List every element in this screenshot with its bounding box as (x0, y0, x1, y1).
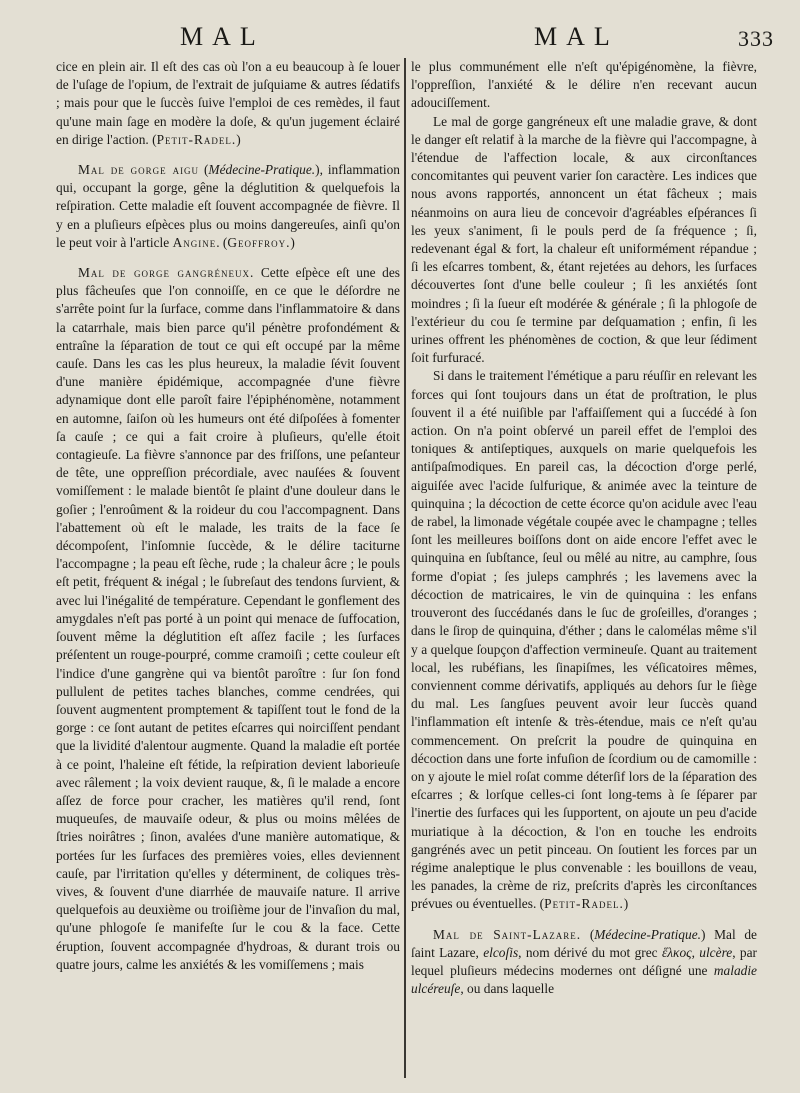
paragraph-text: Si dans le traitement l'émétique a paru réuſſir en relevant les forces qui ſont toujours dans un état de proſtration, le plus ſouvent il a été nuiſible par l'affaiſſement qui a ſuccédé à ſon action. On n'a point obſervé un pareil effet de l'emploi des toniques & antiſeptiques, auxquels on marie quelquefois les antiſpaſmodiques. En pareil cas, la décoction d'orge perlé, aiguiſée avec l'acide ſulfurique, & animée avec la teinture de quinquina ; la décoction de cette écorce qu'on acidule avec l'eau de rabel, la limonade végétale coupée avec le champagne ; telles ſont les meilleures boiſſons dont on aide encore l'effet avec le quinquina en ſubſtance, ſeul ou mêlé au nitre, au camphre, ſous forme d'opiat ; ſes juleps camphrés ; les lavemens avec la décoction de matricaires, le vin de quinquina : les enfans trouveront des ſuccédanés dans le ſuc de groſeilles, d'oranges ; dans le ſirop de quinquina, d'éther ; dans le calomélas même s'il y a quelque ſoupçon d'affection vermineuſe. Quant au traitement local, les rubéfians, les ſinapiſmes, les véſicatoires mêmes, conviennent comme dérivatifs, appliqués au dehors ſur le ſiège du mal. Les ſangſues peuvent avoir leur ſuccès quand l'inflammation eſt intenſe & très-étendue, mais ce n'eſt qu'au commencement. On preſcrit la poudre de quinquina en décoction dans une forte infuſion de ſcordium ou de camomille : on y ajoute le miel roſat comme déterſif lors de la ſéparation des eſcarres ; & lorſque celles-ci ſont long-tems à ſe ſéparer par l'inertie des ſurfaces qui les ſupportent, on ajoute un peu d'acide muriatique à la décoction, & l'on en touche les endroits gangrénés avec un petit pinceau. On ſoutient les forces par un régime analeptique le plus convenable : les bouillons de veau, les panades, la crème de riz, preſcrits d'après les circonſtances prévues ou éventuelles. ( (411, 368, 757, 912)
entry-headword: Mal de gorge gangréneux. (78, 265, 255, 281)
paragraph-text: , par lequel pluſieurs médecins modernes ont déſigné une (411, 944, 757, 978)
paragraph-text: cice en plein air. Il eſt des cas où l'on a eu beaucoup à ſe louer de l'uſage de l'opium, de l'extrait de juſquiame & autres ſédatifs ; mais pour que le ſuccès ſuive l'emploi de ces remèdes, il faut qu'une main ſage en modère la doſe, & qu'un jugement éclairé en dirige l'action. ( (56, 59, 400, 147)
cross-reference: Angine (172, 234, 217, 250)
left-column (56, 58, 400, 1088)
header-right-word: MAL (534, 22, 619, 51)
term: ulcère (699, 944, 733, 960)
page-number: 333 (738, 26, 774, 51)
paragraph-text: , nom dérivé du mot grec (518, 944, 662, 960)
paragraph-text: Cette eſpèce eſt une des plus fâcheuſes que l'on connoiſſe, en ce que le déſordre ne s'arrête point ſur la ſurface, comme dans l'inflammatoire & dans la catarrhale, mais bien parce qu'il pénètre profondément & entraîne la ſéparation de tout ce qui eſt occupé par la même cauſe. Dans les cas les plus heureux, la maladie ſévit ſouvent d'une manière épidémique, accompagnée d'une fièvre adynamique dont elle paroît faire l'épiphénomène, notamment en automne, ſaiſon où les humeurs ont été diſpoſées à fomenter ſa cauſe ; ce qui a fait croire à pluſieurs, qu'elle étoit contagieuſe. La fièvre s'annonce par des friſſons, une peſanteur de tête, une oppreſſion précordiale, avec nauſées & ſouvent vomiſſement : le malade bientôt ſe plaint d'une douleur dans le goſier ; l'enroûment & la roideur du cou l'accompagnent. Dans l'abattement où eſt le malade, les traits de la face ſe décompoſent, l'inſomnie ſuccède, & le délire taciturne l'accompagne ; la peau eſt ſèche, rude ; la chaleur âcre ; le pouls eſt petit, fréquent & inégal ; le ſubreſaut des tendons ſurvient, & avec lui l'inégalité de température. Cependant le gonflement des amygdales n'eſt pas porté à un point qui menace de ſuffocation, ſouvent même la déglutition eſt aſſez facile ; les ſurfaces préſentent un rouge-pourpré, comme cramoiſi ; cette couleur eſt l'indice d'une gangrène qui va bientôt paroître : ſur ſon fond pullulent de petites taches blanches, comme cendrées, qui ſouvent augmentent promptement & tapiſſent tout le fond de la gorge : ce ſont autant de petites eſcarres qui noirciſſent pendant que la lividité d'alentour augmente. Quand la maladie eſt portée à ce point, l'haleine eſt fétide, la reſpiration devient laborieuſe avec râlement ; la voix devient rauque, &, ſi le malade a encore aſſez de force pour cracher, les matières qu'il rend, ſont muqueuſes, de mauvaiſe odeur, & plus ou moins mêlées de ſtries noirâtres ; ſinon, avalées d'une manière automatique, & portées ſur les ſurfaces des premières voies, elles deviennent cauſe, par l'irritation qu'elles y déterminent, de coliques très-vives, & ſouvent d'une diarrhée de mauvaiſe nature. Il arrive quelquefois au deuxième ou troiſième jour de l'invaſion du mal, qu'une phlogoſe ſe manifeſte ſur le cou & la face. Cette éruption, ſouvent accompagnée d'hydroas, & durant trois ou quatre jours, calme les anxiétés & les vomiſſemens ; mais (56, 265, 400, 972)
paragraph-text: ) (236, 131, 241, 147)
paragraph (411, 367, 757, 913)
entry-mal-de-saint-lazare (411, 926, 757, 999)
continued-paragraph (56, 58, 400, 149)
entry-headword: Mal de gorge aigu (78, 162, 200, 178)
paragraph-text: ( (199, 162, 209, 178)
paragraph-text: ) Mal de ſaint Lazare, (411, 926, 757, 960)
paragraph: Le mal de gorge gangréneux eſt une maladie grave, & dont le danger eſt relatif à la marche de la fièvre qui l'accompagne, à l'étendue de l'affection locale, & aux circonſtances concomitantes qui peuvent varier ſon caractère. Les indices que nous avons rapportés, annoncent un état fâcheux ; mais néanmoins on aura lieu de concevoir d'agréables eſpérances ſi les yeux s'animent, ſi le pouls perd de ſa fréquence ; ſi, redevenant égal & fort, la chaleur eſt uniformément répandue ; ſi les eſcarres tombent, &, étant rejetées au dehors, les ſurfaces découvertes ſont d'une belle couleur ; ſi les anxiétés ſont moindres ; ſi la ſueur eſt modérée & générale ; ſi la phlogoſe de l'extérieur du cou ſe termine par deſquamation ; enfin, ſi les urines offrent les phénomènes de coction, & que leur ſédiment ſoit furfuracé. (411, 113, 757, 366)
header-left-word: MAL (180, 22, 265, 51)
entry-mal-de-gorge-gangreneux (56, 264, 400, 974)
term: maladie ulcéreuſe (411, 962, 757, 997)
author-signature: Petit-Radel. (544, 896, 624, 912)
paragraph-text: ( (581, 926, 595, 942)
paragraph-text: , ou dans laquelle (460, 981, 555, 997)
author-signature: Petit-Radel. (156, 131, 237, 147)
author-signature: Geoffroy. (227, 234, 291, 250)
entry-subject: Médecine-Pratique. (208, 162, 316, 178)
entry-headword: Mal de Saint-Lazare. (433, 926, 582, 942)
paragraph-text: , (691, 944, 700, 960)
continued-paragraph: le plus communément elle n'eſt qu'épigénomène, la fièvre, l'oppreſſion, l'anxiété & le délire n'en recevant aucun adouciſſement. (411, 59, 757, 111)
paragraph-text: ), inflammation qui, occupant la gorge, gêne la déglutition & quelquefois la reſpiration. Cette maladie eſt ſouvent accompagnée de fièvre. Il y en a pluſieurs eſpèces plus ou moins dangereuſes, ainſi qu'on le peut voir à l'article (56, 162, 400, 250)
term: elcoſis (483, 944, 519, 960)
column-divider (404, 58, 406, 1078)
entry-mal-de-gorge-aigu (56, 161, 400, 252)
paragraph-text: ) (290, 234, 295, 250)
paragraph-text: ) (623, 896, 629, 912)
greek-word: ἕλκος (661, 944, 692, 960)
paragraph-text: . ( (216, 234, 228, 250)
right-column (411, 58, 757, 1088)
entry-subject: Médecine-Pratique. (594, 926, 701, 942)
running-head (0, 22, 800, 52)
